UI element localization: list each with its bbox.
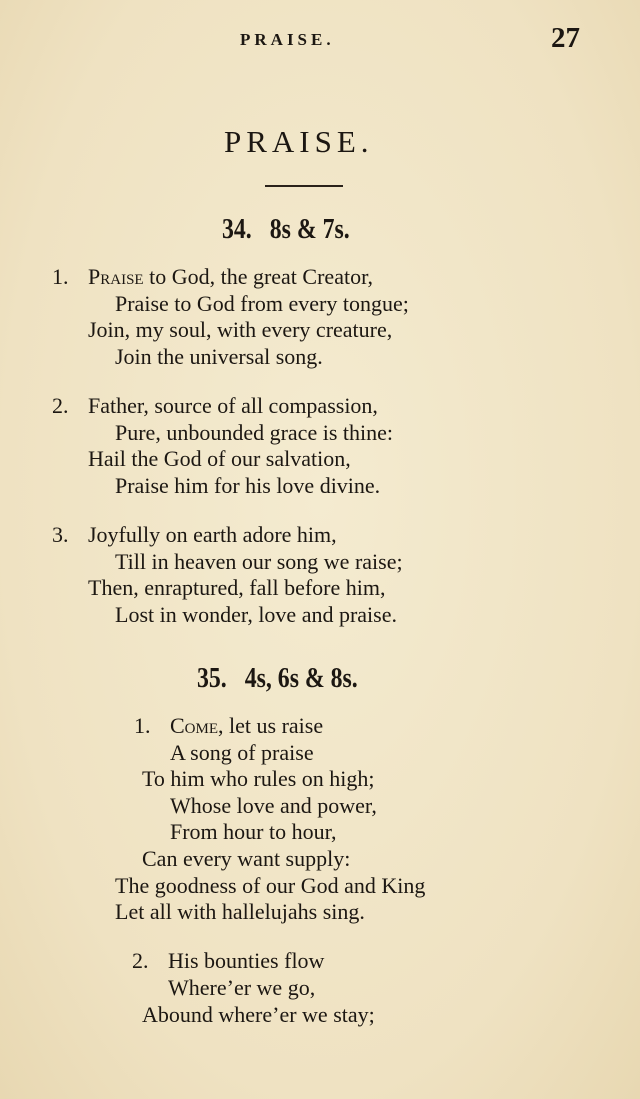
verse-line: A song of praise	[170, 740, 314, 765]
stanza-number: 1.	[134, 713, 151, 738]
verse-line: To him who rules on high;	[142, 766, 375, 791]
verse-line: From hour to hour,	[170, 819, 337, 844]
divider-rule	[265, 185, 343, 187]
verse-line: Joyfully on earth adore him,	[88, 522, 337, 547]
verse-line: Lost in wonder, love and praise.	[115, 602, 397, 627]
stanza-number: 1.	[52, 264, 69, 289]
verse-line: Let all with hallelujahs sing.	[115, 899, 365, 924]
stanza-number: 2.	[132, 948, 149, 973]
verse-lead-word: Praise	[88, 264, 144, 289]
hymn-heading	[197, 662, 358, 695]
stanza-number: 3.	[52, 522, 69, 547]
verse-line: Pure, unbounded grace is thine:	[115, 420, 393, 445]
verse-line: His bounties flow	[168, 948, 325, 973]
stanza-number: 2.	[52, 393, 69, 418]
verse-line: Till in heaven our song we raise;	[115, 549, 403, 574]
hymn-number: 34.	[222, 213, 252, 245]
hymn-meter: 4s, 6s & 8s.	[244, 662, 358, 694]
verse-line	[88, 264, 373, 290]
verse-line	[170, 713, 323, 739]
hymn-heading	[222, 213, 350, 246]
verse-line: Abound where’er we stay;	[142, 1002, 375, 1027]
verse-line: Can every want supply:	[142, 846, 351, 871]
verse-line: Then, enraptured, fall before him,	[88, 575, 386, 600]
hymn-number: 35.	[197, 662, 227, 694]
verse-line: Hail the God of our salvation,	[88, 446, 351, 471]
section-title: PRAISE.	[224, 124, 374, 159]
verse-line: Whose love and power,	[170, 793, 377, 818]
verse-line: Join the universal song.	[115, 344, 323, 369]
verse-line-rest: , let us raise	[218, 713, 324, 738]
page-number: 27	[551, 22, 580, 54]
running-head: PRAISE.	[240, 30, 335, 49]
verse-line: Father, source of all compassion,	[88, 393, 378, 418]
verse-lead-word: Come	[170, 713, 219, 738]
verse-line: Where’er we go,	[168, 975, 316, 1000]
verse-line: Join, my soul, with every creature,	[88, 317, 393, 342]
hymn-meter: 8s & 7s.	[269, 213, 350, 245]
verse-line: Praise to God from every tongue;	[115, 291, 409, 316]
verse-line-rest: to God, the great Creator,	[143, 264, 374, 289]
verse-line: The goodness of our God and King	[115, 873, 426, 898]
verse-line: Praise him for his love divine.	[115, 473, 381, 498]
